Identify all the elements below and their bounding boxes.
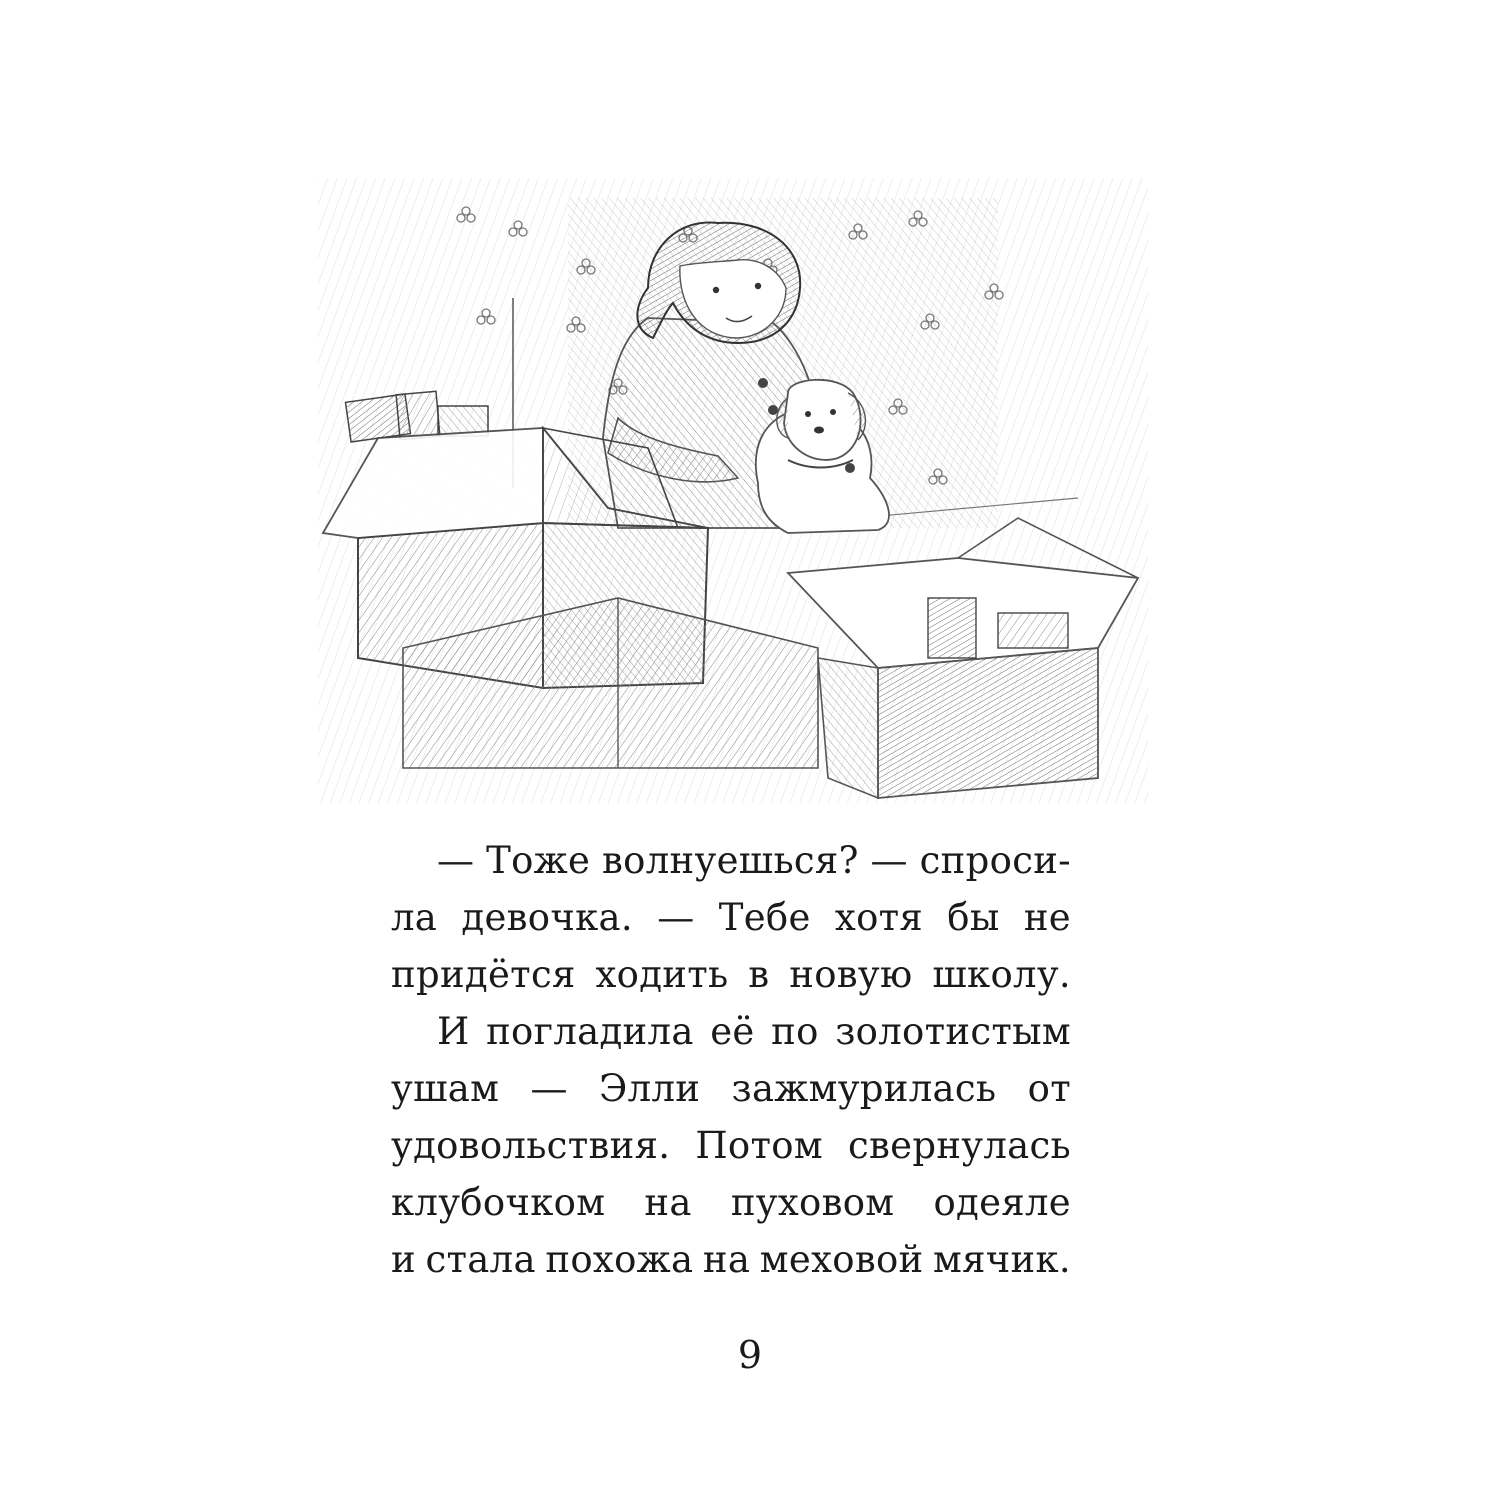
word: Тоже <box>486 839 591 882</box>
word: — <box>657 896 695 939</box>
word: в <box>748 953 770 996</box>
text-line <box>391 1060 1071 1117</box>
word: и <box>391 1238 416 1281</box>
word: меховой <box>759 1238 924 1281</box>
word: Тебе <box>718 896 811 939</box>
word: зажмурилась <box>731 1067 997 1110</box>
word: ходить <box>595 953 729 996</box>
word: — <box>437 839 475 882</box>
word: придётся <box>391 953 576 996</box>
text-line <box>391 946 1071 1003</box>
word: Потом <box>695 1124 823 1167</box>
word: по <box>771 1010 819 1053</box>
story-text <box>391 832 1071 1288</box>
text-line <box>391 1003 1071 1060</box>
word: погладила <box>486 1010 694 1053</box>
word: школу. <box>932 953 1071 996</box>
word: ла <box>391 896 438 939</box>
word: — <box>530 1067 568 1110</box>
word: девочка. <box>461 896 633 939</box>
word: одеяле <box>933 1181 1071 1224</box>
text-line <box>391 1117 1071 1174</box>
word: волнуешься? <box>602 839 859 882</box>
word: — <box>870 839 908 882</box>
page-number: 9 <box>737 1333 763 1377</box>
text-line <box>391 1231 1071 1288</box>
word: удовольствия. <box>391 1124 671 1167</box>
word: стала <box>425 1238 536 1281</box>
word: на <box>644 1181 692 1224</box>
word: мячик. <box>933 1238 1071 1281</box>
word: не <box>1023 896 1071 939</box>
word: ушам <box>391 1067 500 1110</box>
word: её <box>710 1010 755 1053</box>
illustration <box>318 178 1148 803</box>
word: свернулась <box>847 1124 1071 1167</box>
word: на <box>702 1238 751 1281</box>
word: клубочком <box>391 1181 606 1224</box>
word: Элли <box>599 1067 701 1110</box>
word: бы <box>947 896 1000 939</box>
word: от <box>1027 1067 1071 1110</box>
word: пуховом <box>730 1181 895 1224</box>
word: похожа <box>545 1238 694 1281</box>
text-line <box>391 889 1071 946</box>
word: золотистым <box>835 1010 1071 1053</box>
text-line <box>391 832 1071 889</box>
word: хотя <box>834 896 924 939</box>
text-line <box>391 1174 1071 1231</box>
word: И <box>437 1010 470 1053</box>
word: новую <box>789 953 913 996</box>
word: спроси- <box>919 839 1071 882</box>
